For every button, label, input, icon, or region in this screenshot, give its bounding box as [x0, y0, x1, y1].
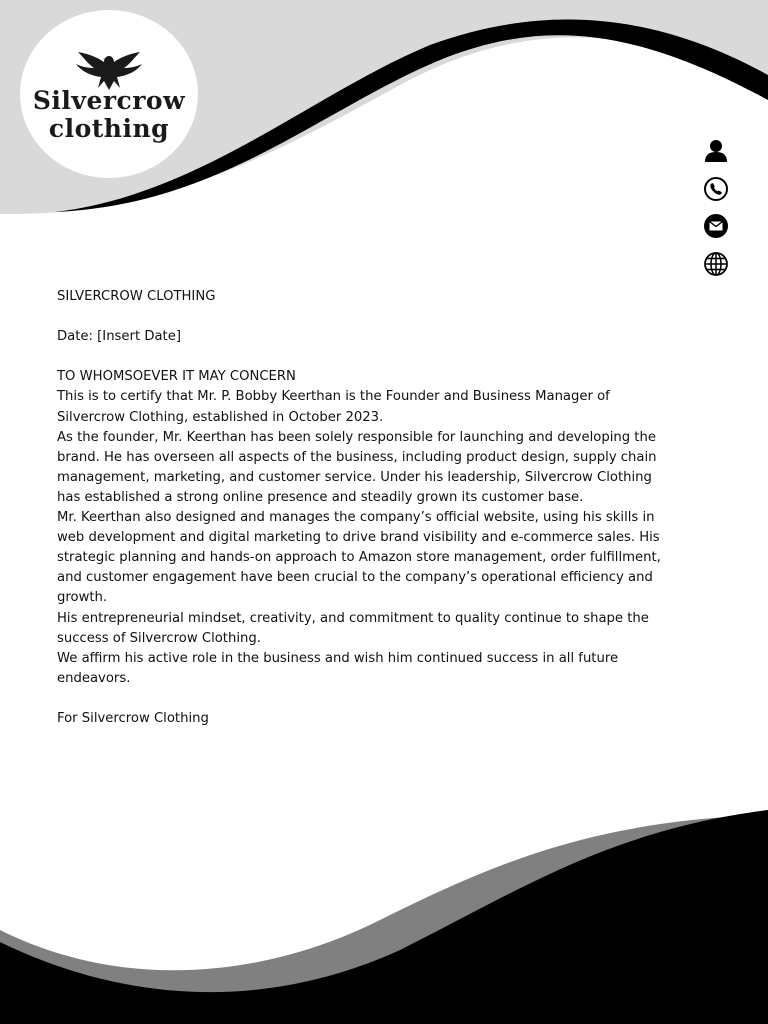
- letter-body: [57, 287, 677, 729]
- paragraph: We affirm his active role in the business and wish him continued success in all future endeavors.: [57, 650, 619, 686]
- logo-text-line1: Silvercrow: [32, 86, 186, 115]
- logo-text-line2: clothing: [48, 114, 170, 143]
- company-heading: SILVERCROW CLOTHING: [57, 289, 216, 304]
- paragraph: Mr. Keerthan also designed and manages the company’s official website, using his skills in web development and digital marketing to drive brand visibility and e-commerce sales. His strategic planning and hands-on approach to Amazon store management, order fulfillment, and customer engagement have been crucial to the company’s operational efficiency and growth.: [57, 510, 661, 606]
- paragraph: His entrepreneurial mindset, creativity, and commitment to quality continue to shape the success of Silvercrow Clothing.: [57, 610, 649, 646]
- globe-icon: [703, 251, 729, 277]
- salutation: TO WHOMSOEVER IT MAY CONCERN: [57, 369, 296, 385]
- contact-icons: [703, 138, 733, 288]
- phone-icon: [703, 176, 729, 202]
- person-icon: [703, 138, 729, 164]
- bottom-black-wave: [0, 810, 768, 1024]
- signoff: For Silvercrow Clothing: [57, 710, 209, 726]
- letter-date: Date: [Insert Date]: [57, 329, 181, 345]
- paragraph: As the founder, Mr. Keerthan has been solely responsible for launching and developing the brand. He has overseen all aspects of the business, including product design, supply chain management, marketing, and customer service. Under his leadership, Silvercrow Clothing has established a strong online presence and steadily grown its customer base.: [57, 429, 657, 505]
- paragraph: This is to certify that Mr. P. Bobby Keerthan is the Founder and Business Manager of Silvercrow Clothing, established in October 2023.: [57, 389, 610, 425]
- mail-icon: [703, 213, 729, 239]
